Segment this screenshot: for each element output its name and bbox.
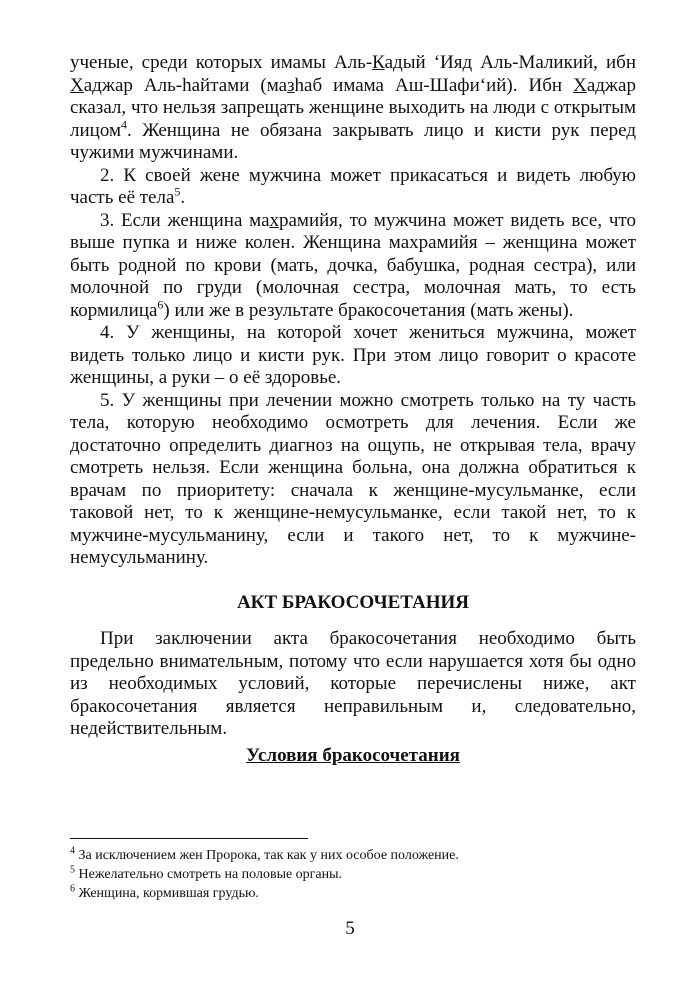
footnote-ref-6: 6 [157,297,164,312]
section-heading: АКТ БРАКОСОЧЕТАНИЯ [236,591,470,613]
paragraph-item-4: 4. У женщины, на которой хочет жениться мужчина, может видеть только лицо и кисти рук. При этом лицо говорит о красоте женщины, а руки – о её здоровье. [70,322,636,388]
paragraph-item-3: 3. Если женщина махрамийя, то мужчина может видеть все, что выше пупка и ниже колен. Женщина махрамийя – женщина может быть родной по крови (мать, дочка, бабушка, родная сестра), или молочной по груди (молочная сестра, молочная мать, то есть кормилица$^6$) или же в результате бракосочетания (мать жены). [70,209,636,321]
subheading: Условия бракосочетания [246,744,460,766]
footnote: $^5$ Нежелательно смотреть на половые органы. [70,864,343,882]
section-paragraph: При заключении акта бракосочетания необходимо быть предельно внимательным, потому что если нарушается хотя бы одно из необходимых условий, которые перечислены ниже, акт бракосочетания является неправильным и, следовательно, недействительным. [70,628,636,739]
footnote: $^4$ За исключением жен Пророка, так как у них особое положение. [70,845,459,863]
paragraph-continuation: ученые, среди которых имамы Аль-Кадый ‘Ияд Аль-Маликий, ибн Хаджар Аль-hайтами (мазhаб имама Аш-Шафи‘ий). Ибн Хаджар сказал, что нельзя запрещать женщине выходить на люди с открытым лицом$^4$. Женщина не обязана закрывать лицо и кисти рук перед чужими мужчинами. [70,52,636,163]
footnote-ref-4: 4 [120,117,127,132]
body-text [70,52,636,767]
footnotes [70,846,636,903]
paragraph-item-5: 5. У женщины при лечении можно смотреть только на ту часть тела, которую необходимо осмотреть для лечения. Если же достаточно определить диагноз на ощупь, не открывая тела, врачу смотреть нельзя. Если женщина больна, она должна обратиться к врачам по приоритету: сначала к женщине-мусульманке, если таковой нет, то к женщине-немусульманке, если такой нет, то к мужчине-мусульманину, если и такого нет, то к мужчине-немусульманину. [70,389,636,568]
footnote: $^6$ Женщина, кормившая грудью. [70,883,259,901]
page-number: 5 [345,918,355,939]
footnote-ref-5: 5 [174,184,181,199]
footnote-divider [70,838,308,839]
paragraph-item-2: 2. К своей жене мужчина может прикасаться и видеть любую часть её тела$^5$. [70,164,636,208]
